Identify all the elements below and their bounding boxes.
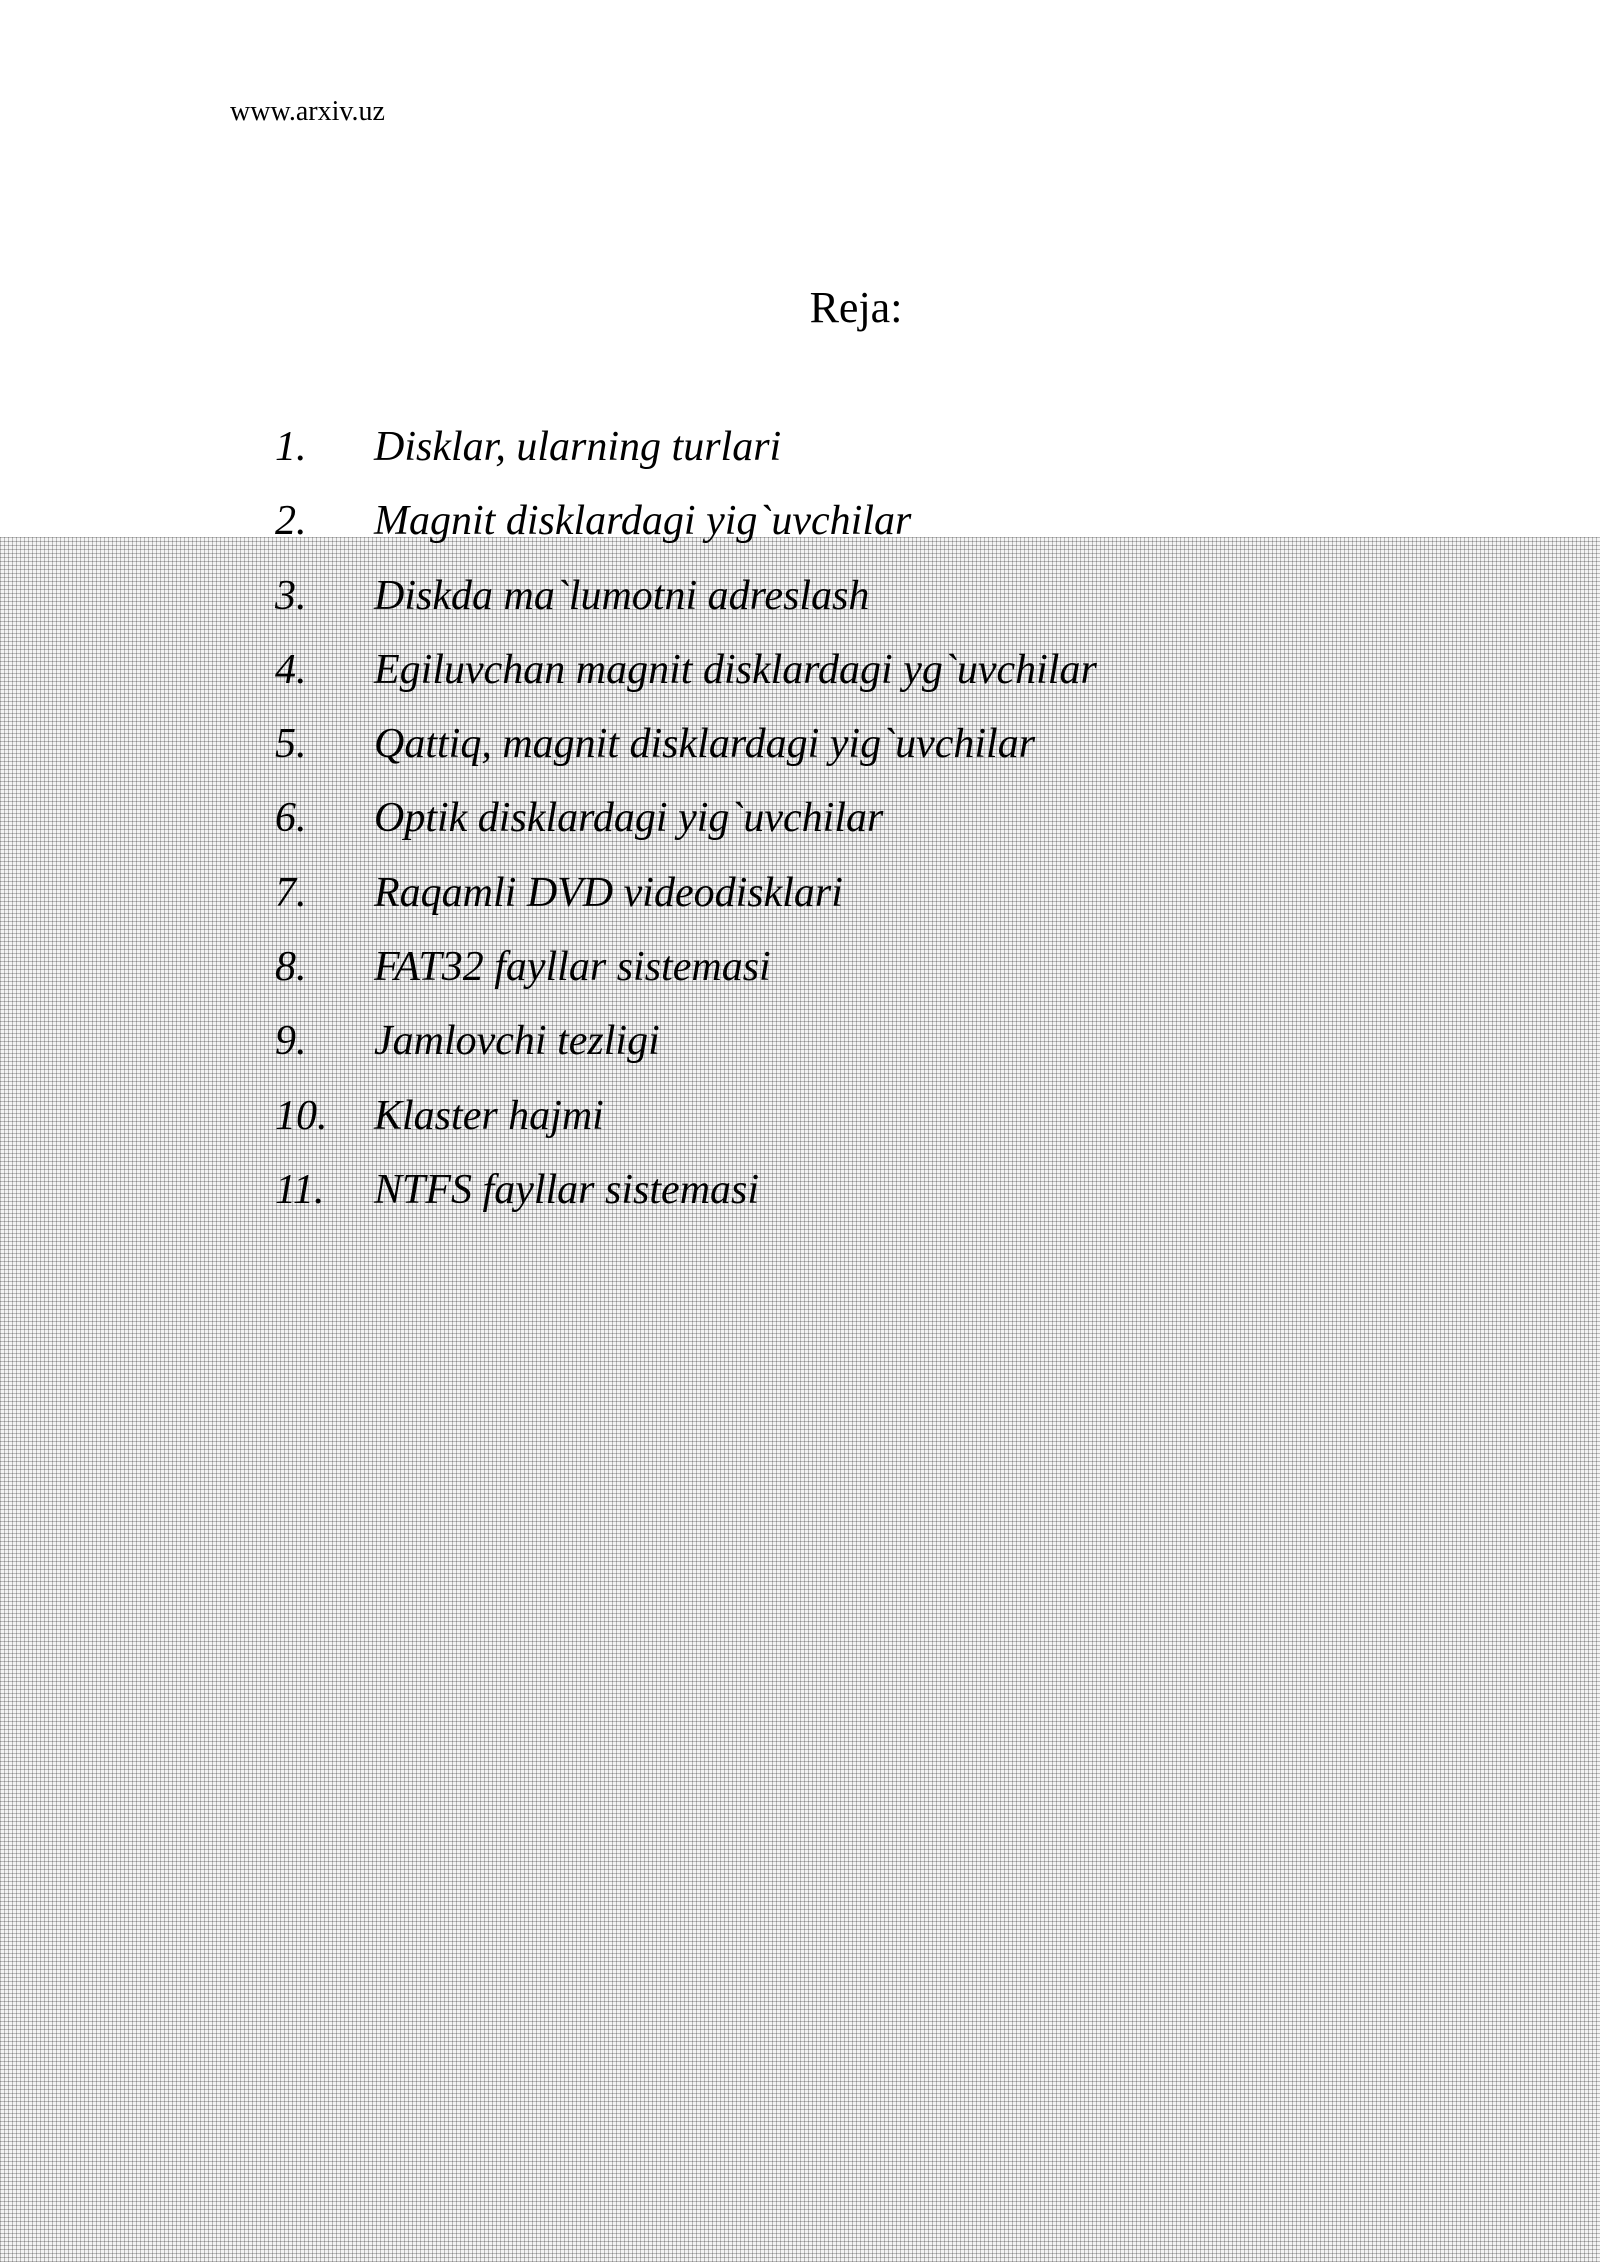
list-item bbox=[275, 1166, 1097, 1243]
list-item-text: Magnit disklardagi yig`uvchilar bbox=[374, 498, 912, 545]
list-item bbox=[275, 1092, 1097, 1169]
list-item-text: Raqamli DVD videodisklari bbox=[374, 869, 843, 916]
list-item-text: Jamlovchi tezligi bbox=[374, 1018, 660, 1065]
site-header: www.arxiv.uz bbox=[230, 96, 385, 127]
list-item-text: NTFS fayllar sistemasi bbox=[374, 1166, 760, 1213]
list-item-text: Optik disklardagi yig`uvchilar bbox=[374, 795, 884, 842]
table-of-contents bbox=[275, 426, 1097, 1243]
list-item bbox=[275, 946, 1097, 1020]
list-item-number: 6. bbox=[275, 795, 307, 842]
page-title: Reja: bbox=[809, 283, 903, 332]
list-item bbox=[275, 723, 1097, 797]
list-item bbox=[275, 572, 1097, 649]
list-item-number: 10. bbox=[275, 1092, 328, 1139]
list-item bbox=[275, 797, 1097, 871]
list-item-number: 4. bbox=[275, 646, 307, 693]
list-item-number: 2. bbox=[275, 498, 307, 545]
list-item-text: Egiluvchan magnit disklardagi yg`uvchilar bbox=[374, 646, 1097, 693]
list-item-text: Qattiq, magnit disklardagi yig`uvchilar bbox=[374, 721, 1036, 768]
list-item-text: Disklar, ularning turlari bbox=[374, 424, 782, 470]
list-item bbox=[275, 426, 1097, 500]
list-item-number: 8. bbox=[275, 944, 307, 991]
list-item bbox=[275, 869, 1097, 946]
list-item bbox=[275, 646, 1097, 723]
list-item-number: 11. bbox=[275, 1166, 325, 1213]
list-item-text: FAT32 fayllar sistemasi bbox=[374, 944, 771, 991]
list-item-text: Diskda ma`lumotni adreslash bbox=[374, 572, 870, 619]
list-item-number: 9. bbox=[275, 1018, 307, 1065]
list-item bbox=[275, 1020, 1097, 1094]
list-item-number: 3. bbox=[275, 572, 307, 619]
list-item-text: Klaster hajmi bbox=[374, 1092, 604, 1139]
list-item bbox=[275, 500, 1097, 574]
list-item-number: 1. bbox=[275, 424, 307, 470]
list-item-number: 7. bbox=[275, 869, 307, 916]
list-item-number: 5. bbox=[275, 721, 307, 768]
